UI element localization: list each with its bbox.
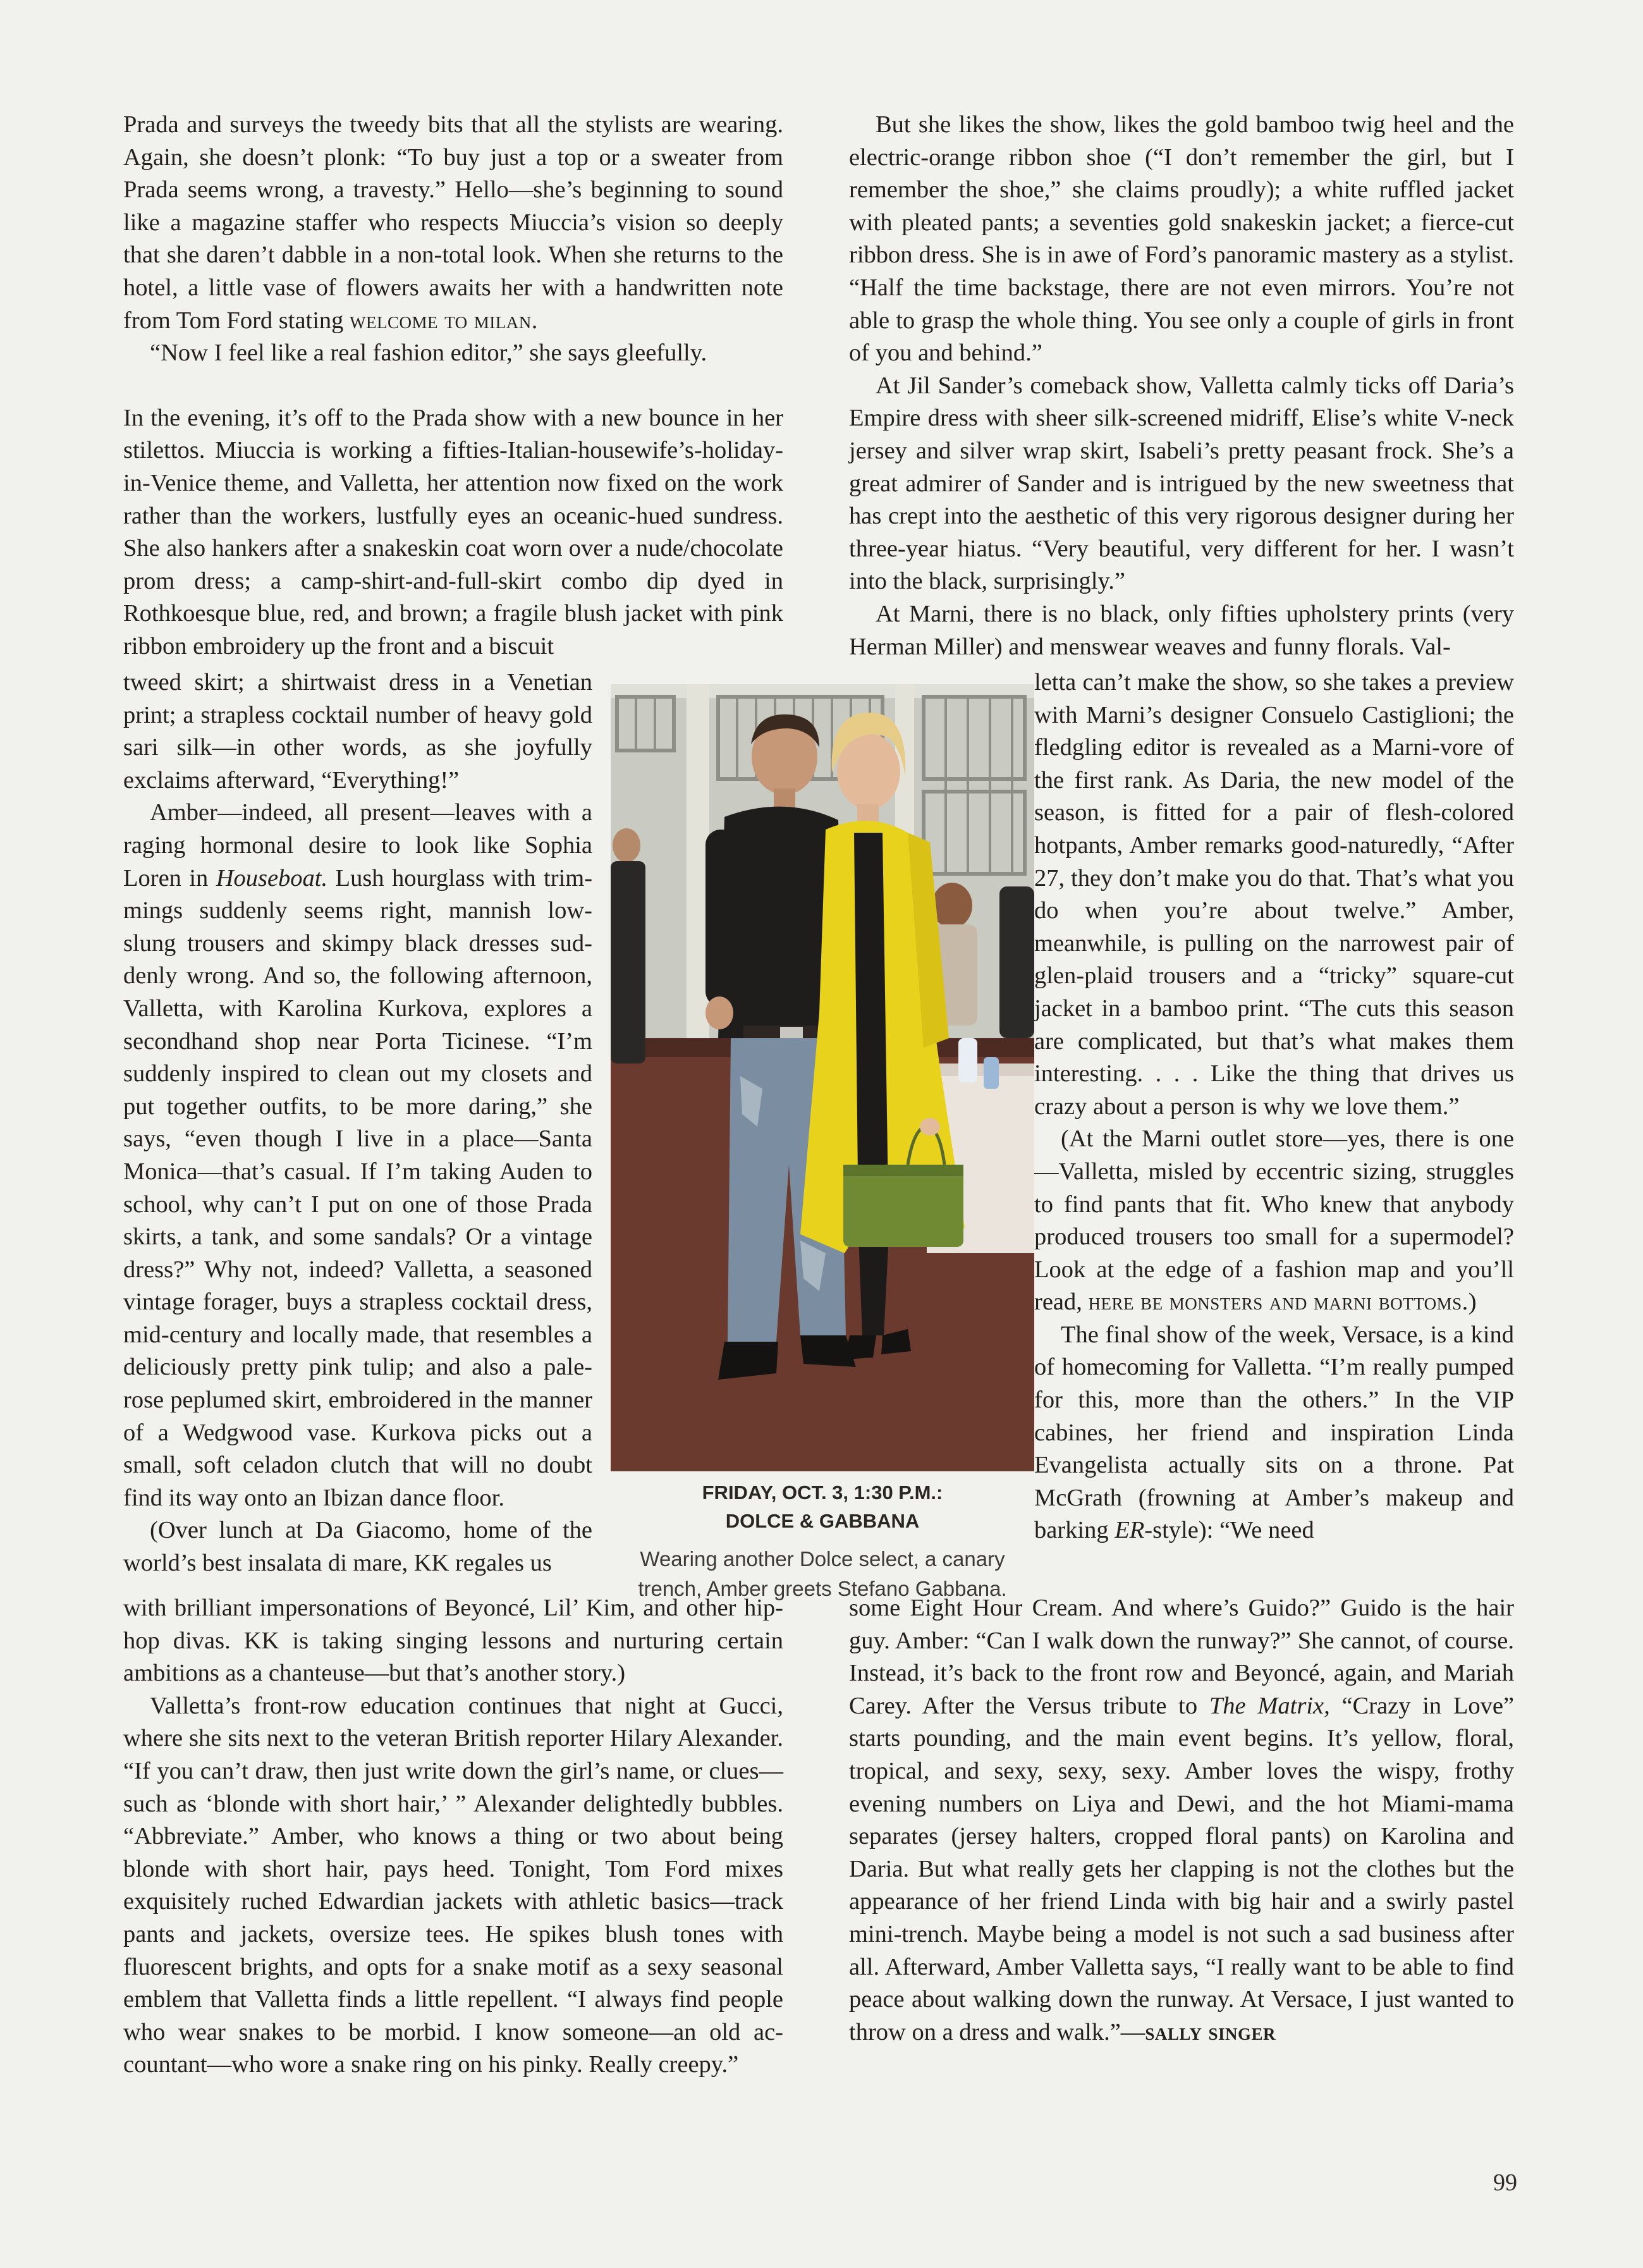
caption-heading-line2: DOLCE & GABBANA [725,1510,920,1532]
paragraph: “Now I feel like a real fashion editor,” she says gleefully. [150,340,707,367]
article-column-right-bottom [849,1592,1514,2049]
paragraph: The final show of the week, Versace, is a kind of homecoming for Valletta. “I’m really pumped for this, more than the others.” In the VIP cabines, her friend and inspiration Linda Evangelista actually sits on a throne. Pat McGrath (frowning at Amber’s makeup and barking ER-style): “We need [1034,1321,1514,1544]
paragraph: with brilliant impersonations of Beyoncé, Lil’ Kim, and other hip-hop divas. KK is taking singing lessons and nurturing certain ambitions as a chanteuse—but that’s another story.) [123,1595,783,1687]
paragraph: Valletta’s front-row education continues that night at Gucci, where she sits next to the veteran British reporter Hilary Alexander. “If you can’t draw, then just write down the girl’s name, or clues—such as ‘blonde with short hair,’ ” Alexander delightedly bubbles. “Abbreviate.” Amber, who knows a thing or two about being blonde with short hair, pays heed. Tonight, Tom Ford mixes exquisitely ruched Edwardian jackets with athletic basics—track pants and jackets, oversize tees. He spikes blush tones with fluorescent brights, and opts for a snake motif as a sexy seasonal emblem that Valletta finds a little repellent. “I always find people who wear snakes to be morbid. I know someone—an old accountant—who wore a snake ring on his pinky. Really creepy.” [123,1692,783,2078]
page-number: 99 [1493,2169,1517,2196]
paragraph: (At the Marni outlet store—yes, there is one—Valletta, misled by eccentric sizing, struggles to find pants that fit. Who knew that anybody produced trousers too small for a supermodel? Look at the edge of a fashion map and you’ll read, here be monsters and marni bottoms.) [1034,1125,1514,1316]
article-column-right-top [849,109,1514,663]
map-note: here be monsters and marni bottoms.) [1088,1289,1477,1316]
paragraph: tweed skirt; a shirtwaist dress in a Venetian print; a strapless cocktail number of heavy gold sari silk—in other words, as she joyfully exclaims afterward, “Everything!” [123,669,592,794]
article-column-left-wrap [123,666,592,1580]
film-title: Houseboat. [216,864,328,892]
paragraph: some Eight Hour Cream. And where’s Guido?” Guido is the hair guy. Amber: “Can I walk down the runway?” She cannot, of course. Instead, it’s back to the front row and Beyoncé, again, and Mariah Carey. After the Versus tribute to The Matrix, “Crazy in Love” starts pounding, and the main event begins. It’s yellow, floral, tropical, and sexy, sexy, sexy. Amber loves the wispy, frothy evening numbers on Liya and Dewi, and the hot Miami-mama separates (jersey halters, cropped floral pants) on Karolina and Daria. But what really gets her clapping is not the clothes but the appearance of her friend Linda with big hair and a swirly pastel mini-trench. Maybe being a model is not such a sad business after all. Afterward, Amber Valletta says, “I really want to be able to find peace about walking down the runway. At Versace, I just wanted to throw on a dress and walk.”—sally singer [849,1595,1515,2045]
paragraph: At Marni, there is no black, only fifties upholstery prints (very Herman Miller) and menswear weaves and funny florals. Val- [849,600,1514,660]
article-column-right-wrap [1034,666,1514,1547]
photo-amber-and-stefano [611,684,1034,1471]
paragraph: But she likes the show, likes the gold bamboo twig heel and the electric-orange ribbon shoe (“I don’t remember the girl, but I remember the shoe,” she claims proudly); a white ruffled jacket with pleated pants; a seventies gold snakeskin jacket; a fierce-cut ribbon dress. She is in awe of Ford’s panoramic mastery as a stylist. “Half the time backstage, there are not even mirrors. You’re not able to grasp the whole thing. You see only a couple of girls in front of you and behind.” [849,111,1514,367]
film-title: The Matrix, [1209,1692,1330,1719]
paragraph: Prada and surveys the tweedy bits that all the stylists are wearing. Again, she doesn’t plonk: “To buy just a top or a sweater from Prada seems wrong, a travesty.” Hello—she’s beginning to sound like a magazine staffer who respects Miuccia’s vision so deeply that she daren’t dabble in a non-total look. When she returns to the hotel, a little vase of flowers awaits her with a handwritten note from Tom Ford stating welcome to milan. [123,111,783,334]
paragraph: Amber—indeed, all present—leaves with a raging hormonal desire to look like Sophia Loren in Houseboat. Lush hourglass with trimmings suddenly seems right, mannish low-slung trousers and skimpy black dresses suddenly wrong. And so, the following afternoon, Valletta, with Karolina Kurkova, explores a secondhand shop near Porta Ticinese. “I’m suddenly inspired to clean out my closets and put together outfits, to be more daring,” she says, “even though I live in a place—Santa Monica—that’s casual. If I’m taking Auden to school, why can’t I put on one of those Prada skirts, a tank, and some sandals? Or a vintage dress?” Why not, indeed? Valletta, a seasoned vintage forager, buys a strapless cocktail dress, mid-century and locally made, that resembles a deliciously pretty pink tulip; and also a pale-rose peplumed skirt, embroidered in the manner of a Wedgwood vase. Kurkova picks out a small, soft celadon clutch that will no doubt find its way onto an Ibizan dance floor. [123,799,593,1511]
paragraph: letta can’t make the show, so she takes a preview with Marni’s designer Consuelo Castiglioni; the fledgling editor is revealed as a Marni-vore of the first rank. As Daria, the new model of the season, is fitted for a pair of flesh-colored hotpants, Amber remarks good-naturedly, “After 27, they don’t make you do that. That’s what you do when you’re about twelve.” Amber, meanwhile, is pulling on the narrowest pair of glen-plaid trousers and a “tricky” square-cut jacket in a bamboo print. “The cuts this season are complicated, but that’s what makes them interesting. . . . Like the thing that drives us crazy about a person is why we love them.” [1034,669,1514,1120]
paragraph: At Jil Sander’s comeback show, Valletta calmly ticks off Daria’s Empire dress with sheer silk-screened midriff, Elise’s white V-neck jersey and silver wrap skirt, Isabeli’s pretty peasant frock. She’s a great admirer of Sander and is intrigued by the new sweetness that has crept into the aesthetic of this very rigorous designer during her three-year hiatus. “Very beautiful, very different for her. I wasn’t into the black, surprisingly.” [849,372,1514,595]
paragraph: In the evening, it’s off to the Prada show with a new bounce in her stilettos. Miuccia is working a fifties-Italian-housewife’s-holiday-in-Venice theme, and Valletta, her attention now fixed on the work rather than the workers, lustfully eyes an oceanic-hued sundress. She also hankers after a snakeskin coat worn over a nude/chocolate prom dress; a camp-shirt-and-full-skirt combo dip dyed in Rothkoesque blue, red, and brown; a fragile blush jacket with pink ribbon embroidery up the front and a biscuit [123,404,783,659]
article-column-left-bottom [123,1592,783,2081]
caption-heading-line1: FRIDAY, OCT. 3, 1:30 P.M.: [702,1481,943,1504]
byline: sally singer [1145,2018,1276,2045]
article-column-left-top [123,109,783,663]
note-text: welcome to milan. [350,307,538,334]
paragraph: (Over lunch at Da Giacomo, home of the world’s best insalata di mare, KK regales us [123,1517,592,1577]
caption-text: Wearing another Dolce select, a canary trench, Amber greets Stefano Gabbana. [638,1547,1007,1600]
show-title: ER [1115,1517,1145,1544]
photo-illustration [611,684,1034,1471]
photo-caption [611,1478,1034,1603]
